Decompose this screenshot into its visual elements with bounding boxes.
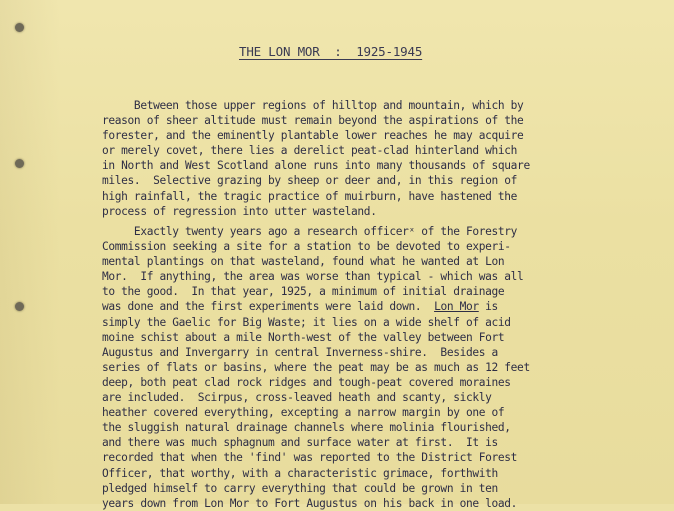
text-line: the sluggish natural drainage channels where molinia flourished,: [102, 421, 511, 435]
text-line: are included. Scirpus, cross-leaved heath and scanty, sickly: [102, 391, 492, 405]
document-title: THE LON MOR : 1925-1945: [239, 44, 423, 59]
paragraph-2: [102, 224, 667, 511]
text-line: years down from Lon Mor to Fort Augustus on his back in one load.: [102, 496, 518, 510]
text-line: Commission seeking a site for a station to be devoted to experi-: [102, 240, 511, 254]
text-line: and there was much sphagnum and surface water at first. It is: [102, 436, 498, 450]
text-line: Augustus and Invergarry in central Inverness-shire. Besides a: [102, 345, 498, 359]
text-line: mental plantings on that wasteland, found what he wanted at Lon: [102, 255, 505, 269]
text-line: heather covered everything, excepting a narrow margin by one of: [102, 406, 505, 420]
text-line: to the good. In that year, 1925, a minimum of initial drainage: [102, 285, 505, 299]
punch-hole: [15, 23, 24, 32]
text-line: deep, both peat clad rock ridges and tough-peat covered moraines: [102, 375, 511, 389]
text-line: [102, 299, 667, 314]
page-edge-shadow: [0, 0, 60, 504]
text-line: in North and West Scotland alone runs into many thousands of square: [102, 159, 530, 173]
paragraph-1: [102, 98, 667, 219]
text-line: reason of sheer altitude must remain beyond the aspirations of the: [102, 114, 524, 128]
text-line: miles. Selective grazing by sheep or deer and, in this region of: [102, 174, 518, 188]
text-line: Between those upper regions of hilltop and mountain, which by: [102, 99, 524, 112]
text-line: or merely covet, there lies a derelict peat-clad hinterland which: [102, 144, 518, 158]
text-line: moine schist about a mile North-west of the valley between Fort: [102, 330, 505, 344]
text-line: recorded that when the 'find' was reported to the District Forest: [102, 451, 518, 465]
punch-hole: [15, 302, 24, 311]
text-line: Mor. If anything, the area was worse than typical - which was all: [102, 270, 524, 284]
text-line: forester, and the eminently plantable lower reaches he may acquire: [102, 129, 524, 143]
text-line: pledged himself to carry everything that could be grown in ten: [102, 481, 498, 495]
text-line: Officer, that worthy, with a characteristic grimace, forthwith: [102, 466, 498, 480]
text-line: Exactly twenty years ago a research officerˣ of the Forestry: [102, 225, 518, 238]
text-line: series of flats or basins, where the peat may be as much as 12 feet: [102, 360, 530, 374]
underlined-place-name: Lon Mor: [434, 300, 479, 314]
text-segment: is: [478, 300, 498, 314]
text-line: process of regression into utter wasteland.: [102, 204, 377, 218]
punch-hole: [15, 159, 24, 168]
text-line: simply the Gaelic for Big Waste; it lies on a wide shelf of acid: [102, 315, 511, 329]
text-segment: was done and the first experiments were laid down.: [102, 300, 422, 314]
text-line: high rainfall, the tragic practice of muirburn, have hastened the: [102, 189, 518, 203]
